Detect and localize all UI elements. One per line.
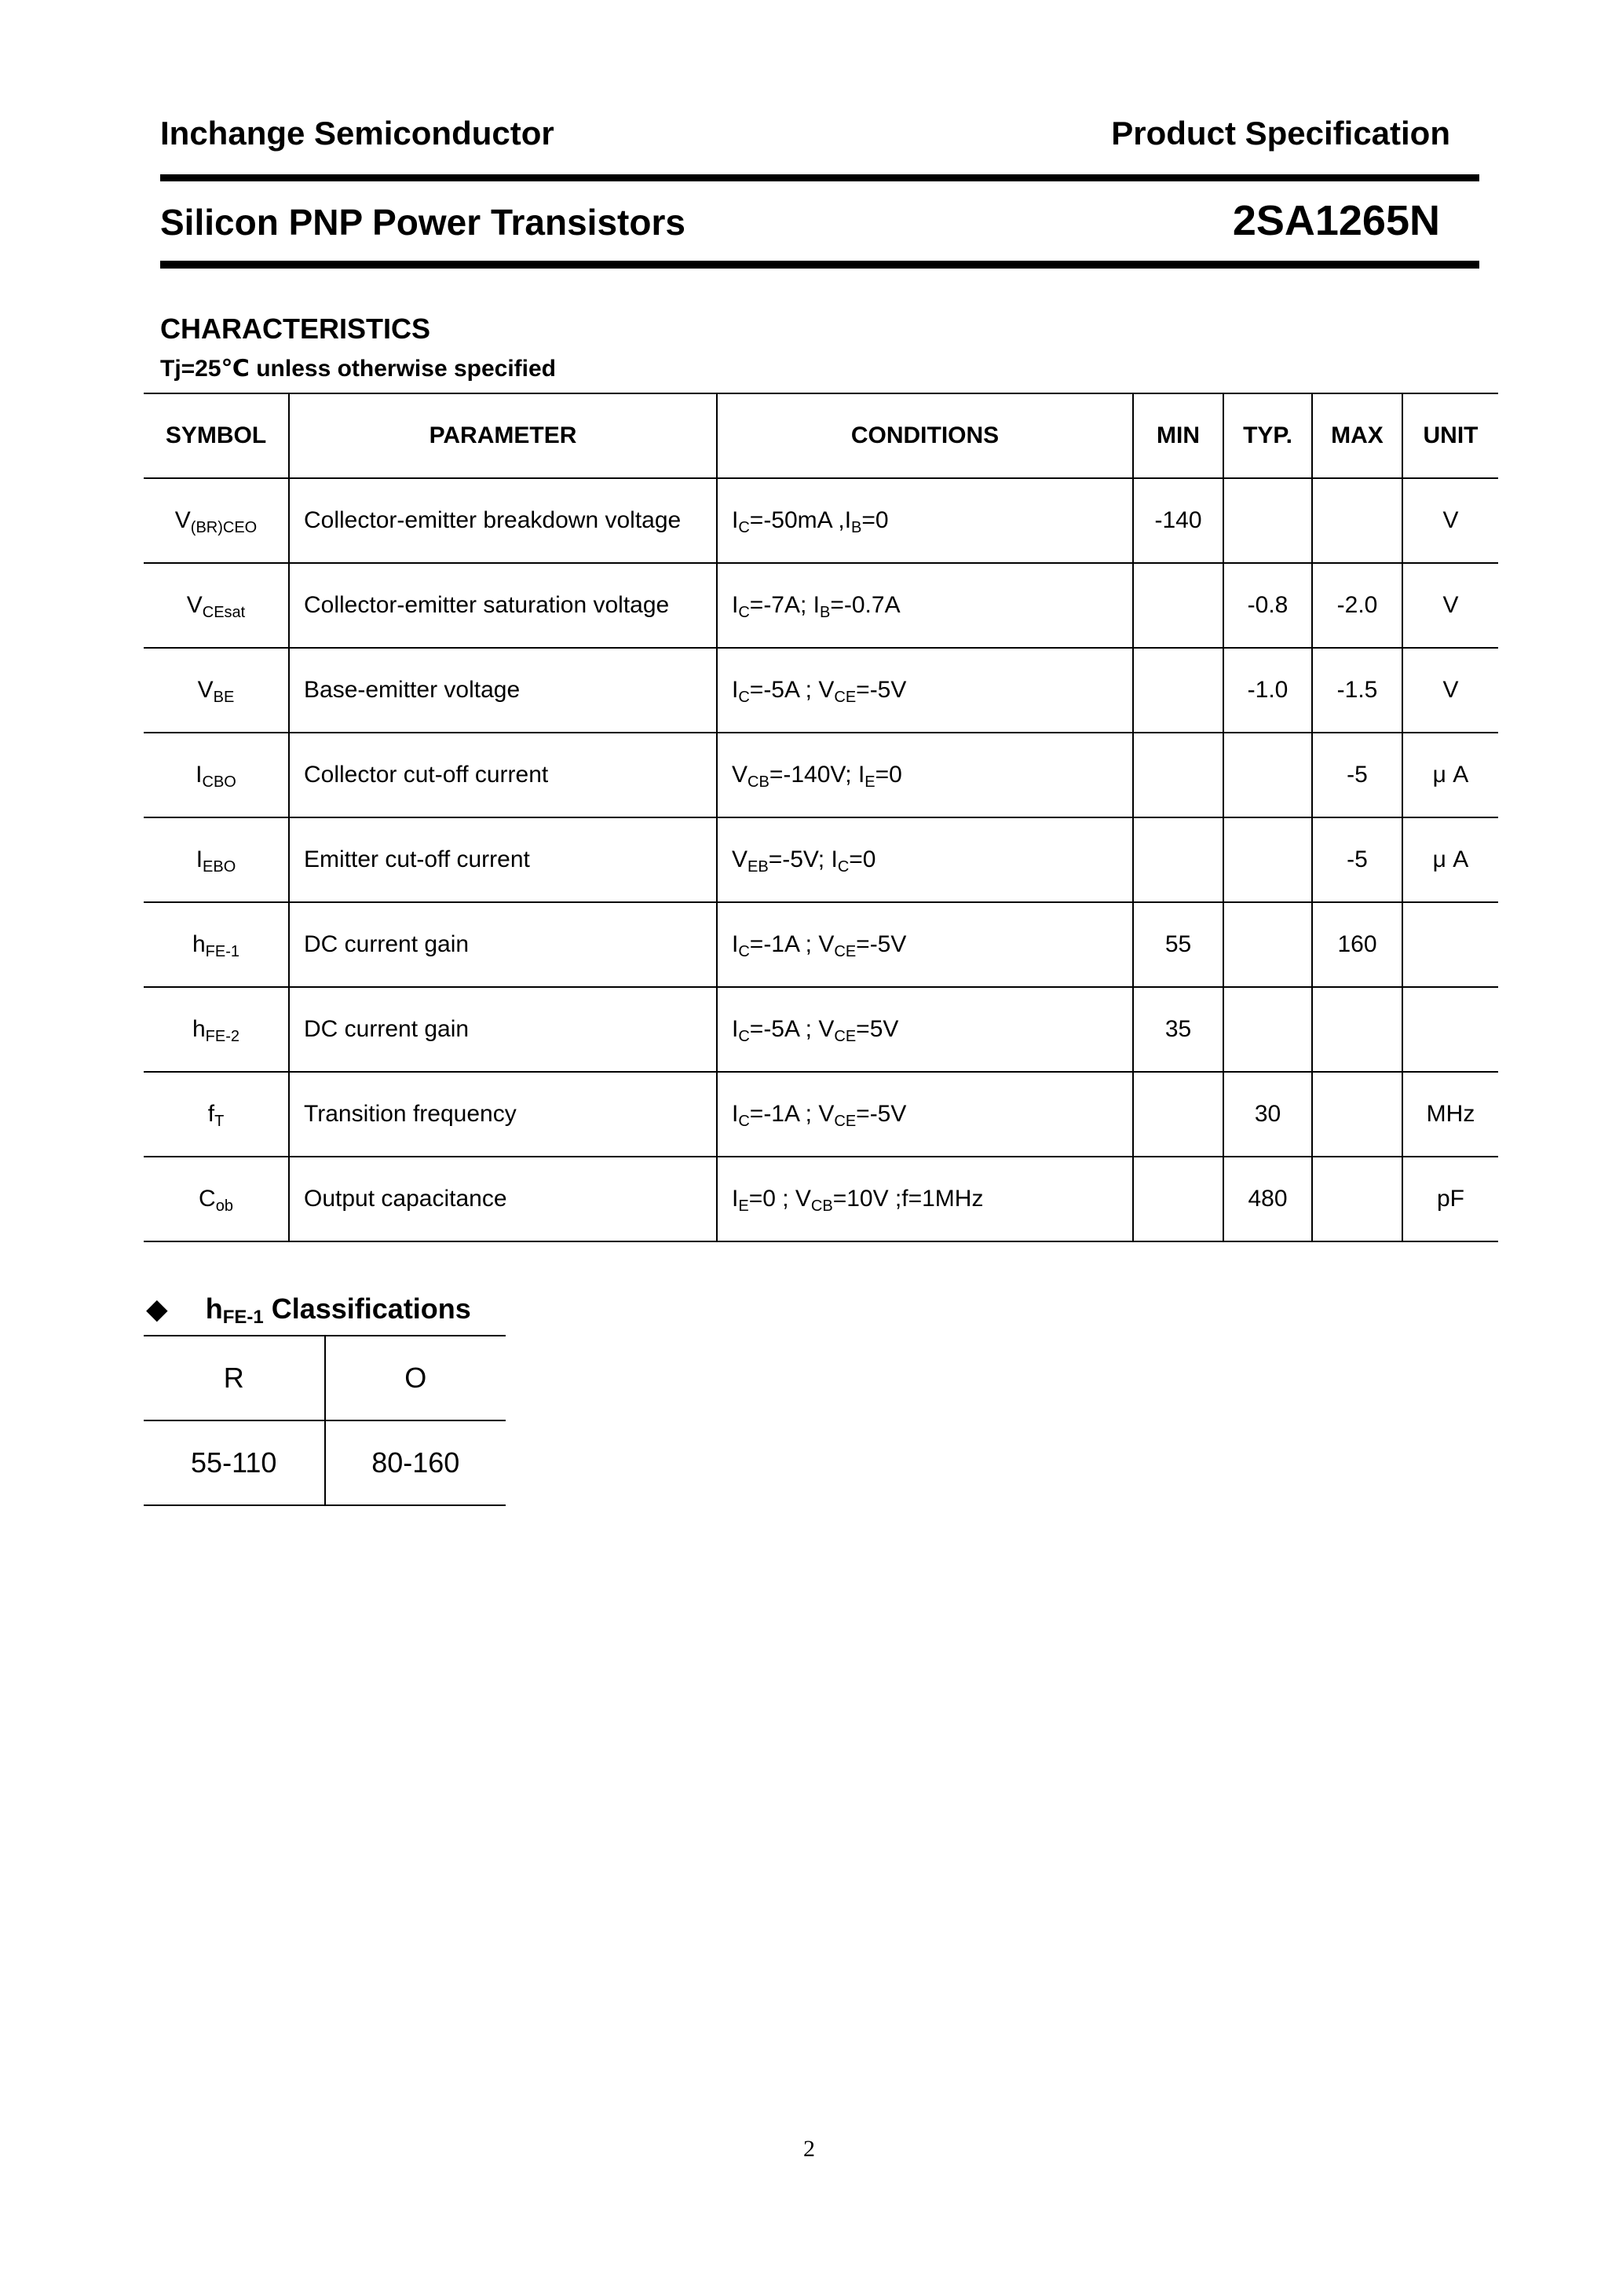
condition-subscript: CE — [834, 1028, 857, 1045]
condition-subscript: E — [865, 773, 875, 791]
condition-subscript: CE — [834, 1113, 857, 1130]
col-header-symbol: SYMBOL — [165, 422, 267, 448]
symbol-letter: V — [197, 677, 214, 703]
max-cell — [1312, 478, 1402, 563]
conditions-cell — [717, 1072, 1133, 1157]
condition-text: =-1A ; V — [749, 931, 835, 957]
range-r: 55-110 — [191, 1446, 277, 1479]
parameter-cell: DC current gain — [289, 987, 717, 1072]
classifications-title-text: Classifications — [263, 1292, 471, 1325]
min-cell: 35 — [1133, 987, 1223, 1072]
min-cell: 55 — [1133, 902, 1223, 987]
table-header-row — [144, 393, 1498, 478]
table-row — [144, 1072, 1498, 1157]
symbol-subscript: FE-1 — [205, 943, 240, 960]
condition-text: =-1A ; V — [749, 1101, 835, 1127]
header-rule-bottom — [160, 261, 1479, 269]
parameter-cell: Collector cut-off current — [289, 733, 717, 817]
typ-cell — [1223, 817, 1312, 902]
rank-o: O — [325, 1336, 506, 1420]
min-cell — [1133, 733, 1223, 817]
table-row — [144, 987, 1498, 1072]
condition-text: =-0.7A — [830, 592, 901, 618]
condition-subscript: C — [738, 943, 750, 960]
min-cell — [1133, 648, 1223, 733]
condition-subscript: CB — [748, 773, 769, 791]
symbol-cell — [144, 1072, 289, 1157]
symbol-cell — [144, 733, 289, 817]
condition-text: =-5V; I — [768, 846, 838, 872]
symbol-letter: h — [192, 1016, 206, 1042]
page-number: 2 — [803, 2136, 815, 2162]
table-row — [144, 1157, 1498, 1241]
max-cell: -5 — [1312, 733, 1402, 817]
min-cell — [1133, 1072, 1223, 1157]
part-number: 2SA1265N — [1232, 197, 1440, 244]
classifications-heading — [146, 1292, 471, 1328]
section-subtitle: Tj=25℃ unless otherwise specified — [160, 356, 557, 382]
condition-text: =0 — [849, 846, 876, 872]
typ-cell — [1223, 987, 1312, 1072]
condition-subscript: CE — [834, 689, 857, 706]
max-cell — [1312, 987, 1402, 1072]
unit-cell: V — [1402, 648, 1498, 733]
conditions-cell — [717, 733, 1133, 817]
condition-text: =-5A ; V — [749, 677, 835, 703]
symbol-subscript: BE — [213, 689, 235, 706]
symbol-subscript: CBO — [202, 773, 236, 791]
symbol-subscript: T — [214, 1113, 225, 1130]
condition-text: =10V ;f=1MHz — [832, 1186, 984, 1212]
condition-subscript: CE — [834, 943, 857, 960]
table-row — [144, 478, 1498, 563]
condition-text: =0 ; V — [748, 1186, 811, 1212]
product-line: Silicon PNP Power Transistors — [160, 202, 685, 243]
table-row — [144, 817, 1498, 902]
conditions-cell — [717, 478, 1133, 563]
parameter-cell: Collector-emitter breakdown voltage — [289, 478, 717, 563]
unit-cell: V — [1402, 478, 1498, 563]
condition-text: I — [732, 1101, 739, 1127]
table-row — [144, 733, 1498, 817]
conditions-cell — [717, 902, 1133, 987]
symbol-cell — [144, 478, 289, 563]
parameter-cell: Base-emitter voltage — [289, 648, 717, 733]
classifications-table — [144, 1335, 506, 1506]
conditions-cell — [717, 817, 1133, 902]
condition-text: I — [732, 507, 739, 533]
symbol-subscript: CEsat — [202, 604, 246, 621]
table-row — [144, 563, 1498, 648]
symbol-letter: I — [196, 762, 203, 788]
table-row — [144, 902, 1498, 987]
condition-text: V — [732, 846, 748, 872]
condition-subscript: EB — [748, 858, 769, 876]
symbol-subscript: ob — [215, 1197, 233, 1215]
conditions-cell — [717, 987, 1133, 1072]
range-o: 80-160 — [325, 1420, 506, 1505]
parameter-cell: Transition frequency — [289, 1072, 717, 1157]
symbol-letter: I — [196, 846, 203, 872]
condition-text: =0 — [875, 762, 902, 788]
condition-text: V — [732, 762, 748, 788]
col-header-conditions: CONDITIONS — [717, 393, 1133, 478]
symbol-letter: V — [186, 592, 203, 618]
max-cell — [1312, 1072, 1402, 1157]
table-row — [144, 1420, 506, 1505]
unit-cell: MHz — [1402, 1072, 1498, 1157]
condition-text: =-5V — [856, 677, 907, 703]
unit-cell: V — [1402, 563, 1498, 648]
typ-cell — [1223, 733, 1312, 817]
condition-text: =-5V — [856, 931, 907, 957]
table-row — [144, 648, 1498, 733]
company-name: Inchange Semiconductor — [160, 115, 554, 152]
symbol-letter: h — [192, 931, 206, 957]
max-cell: -5 — [1312, 817, 1402, 902]
col-header-unit: UNIT — [1402, 393, 1498, 478]
condition-subscript: C — [738, 689, 750, 706]
document-type: Product Specification — [1111, 115, 1450, 152]
symbol-subscript: EBO — [203, 858, 236, 876]
col-header-parameter: PARAMETER — [289, 393, 717, 478]
typ-cell: -1.0 — [1223, 648, 1312, 733]
section-title: CHARACTERISTICS — [160, 313, 431, 345]
symbol-letter: C — [199, 1186, 216, 1212]
condition-text: =-5V — [856, 1101, 907, 1127]
condition-text: =-50mA ,I — [749, 507, 852, 533]
min-cell: -140 — [1133, 478, 1223, 563]
condition-text: =-5A ; V — [749, 1016, 835, 1042]
condition-subscript: B — [851, 519, 862, 536]
condition-subscript: C — [837, 858, 850, 876]
symbol-subscript: FE-2 — [205, 1028, 240, 1045]
max-cell — [1312, 1157, 1402, 1241]
symbol-cell — [144, 817, 289, 902]
typ-cell: 480 — [1223, 1157, 1312, 1241]
table-row — [144, 1336, 506, 1420]
condition-subscript: B — [820, 604, 831, 621]
classifications-title-subscript: FE-1 — [222, 1307, 264, 1328]
max-cell: 160 — [1312, 902, 1402, 987]
max-cell: -2.0 — [1312, 563, 1402, 648]
min-cell — [1133, 1157, 1223, 1241]
typ-cell — [1223, 478, 1312, 563]
condition-text: I — [732, 1016, 739, 1042]
condition-text: =-140V; I — [769, 762, 865, 788]
condition-text: I — [732, 931, 739, 957]
parameter-cell: Emitter cut-off current — [289, 817, 717, 902]
symbol-cell — [144, 987, 289, 1072]
typ-cell: -0.8 — [1223, 563, 1312, 648]
symbol-cell — [144, 563, 289, 648]
unit-cell — [1402, 902, 1498, 987]
col-header-min: MIN — [1133, 393, 1223, 478]
min-cell — [1133, 817, 1223, 902]
rank-r: R — [223, 1362, 244, 1394]
symbol-letter: f — [207, 1101, 215, 1127]
conditions-cell — [717, 563, 1133, 648]
conditions-cell — [717, 1157, 1133, 1241]
col-header-typ: TYP. — [1223, 393, 1312, 478]
condition-subscript: C — [738, 1113, 750, 1130]
diamond-bullet-icon: ◆ — [146, 1292, 168, 1325]
typ-cell: 30 — [1223, 1072, 1312, 1157]
parameter-cell: DC current gain — [289, 902, 717, 987]
condition-text: I — [732, 1186, 739, 1212]
parameter-cell: Collector-emitter saturation voltage — [289, 563, 717, 648]
unit-cell: pF — [1402, 1157, 1498, 1241]
condition-subscript: C — [738, 1028, 750, 1045]
parameter-cell: Output capacitance — [289, 1157, 717, 1241]
conditions-cell — [717, 648, 1133, 733]
max-cell: -1.5 — [1312, 648, 1402, 733]
condition-text: =-7A; I — [749, 592, 821, 618]
unit-cell: μ A — [1402, 733, 1498, 817]
condition-text: =5V — [856, 1016, 899, 1042]
symbol-letter: V — [174, 507, 191, 533]
typ-cell — [1223, 902, 1312, 987]
characteristics-table — [144, 393, 1498, 1242]
col-header-max: MAX — [1312, 393, 1402, 478]
classifications-title-symbol: h — [205, 1292, 223, 1325]
unit-cell — [1402, 987, 1498, 1072]
symbol-cell — [144, 648, 289, 733]
symbol-cell — [144, 1157, 289, 1241]
condition-subscript: C — [738, 519, 750, 536]
condition-text: =0 — [861, 507, 889, 533]
condition-text: I — [732, 677, 739, 703]
symbol-cell — [144, 902, 289, 987]
symbol-subscript: (BR)CEO — [190, 519, 258, 536]
condition-text: I — [732, 592, 739, 618]
unit-cell: μ A — [1402, 817, 1498, 902]
condition-subscript: C — [738, 604, 750, 621]
header-rule-top — [160, 174, 1479, 181]
min-cell — [1133, 563, 1223, 648]
condition-subscript: CB — [810, 1197, 833, 1215]
condition-subscript: E — [738, 1197, 749, 1215]
